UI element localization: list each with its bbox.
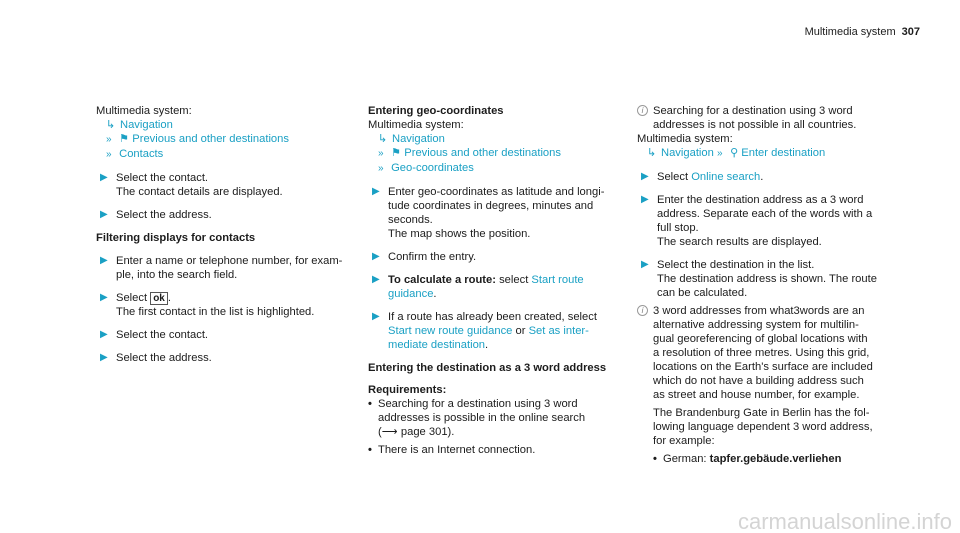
menu-path-previous[interactable]: » ⚑ Previous and other destinations	[106, 133, 289, 145]
note-availability: i Searching for a destination using 3 word addresses is not possible in all countries.	[637, 104, 903, 132]
step-arrow-icon: ▶	[100, 172, 108, 183]
step-arrow-icon: ▶	[641, 259, 649, 270]
requirements-label: Requirements:	[368, 384, 447, 396]
column-2	[368, 104, 624, 457]
step-arrow-icon: ▶	[100, 292, 108, 303]
step-arrow-icon: ▶	[641, 171, 649, 182]
double-chevron-icon: »	[378, 163, 384, 174]
double-chevron-icon: »	[106, 134, 112, 145]
system-label: Multimedia system:	[96, 105, 192, 117]
menu-path-navigation[interactable]: ↳ Navigation	[106, 119, 173, 131]
step-select-ok: ▶ Select ok . The first contact in the list is highlighted.	[100, 292, 315, 318]
start-new-route-link[interactable]: Start new route guidance	[388, 325, 513, 337]
double-chevron-icon: »	[106, 149, 112, 160]
heading-geo-coordinates: Entering geo-coordinates	[368, 105, 504, 117]
double-chevron-icon: »	[378, 148, 384, 159]
step-select-address: ▶ Select the address.	[100, 209, 212, 221]
online-search-link[interactable]: Online search	[691, 171, 761, 183]
header-title: Multimedia system	[804, 26, 896, 38]
step-arrow-icon: ▶	[100, 329, 108, 340]
page-number: 307	[901, 26, 920, 38]
menu-path-previous[interactable]: » ⚑ Previous and other destinations	[378, 147, 561, 159]
info-icon: i	[637, 105, 648, 116]
system-label: Multimedia system:	[368, 119, 464, 131]
page-ref-arrow-icon: ⟶	[381, 426, 398, 438]
return-arrow-icon: ↳	[647, 147, 657, 159]
bullet-german: • German: tapfer.gebäude.verliehen	[653, 453, 842, 465]
menu-path-navigation[interactable]: ↳ Navigation » ⚲ Enter destination	[647, 147, 826, 159]
step-select-contact: ▶ Select the contact. The contact details are displayed.	[100, 172, 283, 198]
step-existing-route: ▶ If a route has already been created, select Start new route guidance or Set as inter- mediate destination.	[372, 311, 597, 351]
step-arrow-icon: ▶	[372, 274, 380, 285]
section-heading: Filtering displays for contacts	[96, 232, 256, 244]
menu-path-navigation[interactable]: ↳ Navigation	[378, 133, 445, 145]
step-arrow-icon: ▶	[372, 251, 380, 262]
system-label: Multimedia system:	[637, 133, 733, 145]
return-arrow-icon: ↳	[378, 133, 388, 145]
step-calc-route: ▶ To calculate a route: select Start route guidance.	[372, 274, 584, 300]
step-select-contact-2: ▶ Select the contact.	[100, 329, 209, 341]
step-arrow-icon: ▶	[372, 186, 380, 197]
column-1	[96, 104, 356, 365]
column-3	[637, 104, 903, 466]
step-select-address-2: ▶ Select the address.	[100, 352, 212, 364]
set-intermediate-link[interactable]: Set as inter-	[528, 325, 589, 337]
step-enter-3word: ▶ Enter the destination address as a 3 word address. Separate each of the words with a full stop. The search results are displayed.	[641, 194, 873, 248]
bullet-internet: • There is an Internet connection.	[368, 444, 536, 456]
step-enter-name: ▶ Enter a name or telephone number, for exam- ple, into the search field.	[100, 255, 343, 281]
step-online-search: ▶ Select Online search.	[641, 171, 764, 183]
bullet-search: • Searching for a destination using 3 word addresses is possible in the online search (⟶ page 301).	[368, 398, 586, 438]
step-arrow-icon: ▶	[641, 194, 649, 205]
start-route-link[interactable]: Start route	[531, 274, 584, 286]
step-confirm: ▶ Confirm the entry.	[372, 251, 477, 263]
note-what3words: i 3 word addresses from what3words are an alternative addressing system for multilin- gual georeferencing of global locations with a resolution of three metres. Using this grid, locations on the Earth's surface are included which do not have a building address such as street and house number, for example. The Brandenburg Gate in Berlin has the fol- lowing language dependent 3 word address, for example: • German: tapfer.gebäude.verliehen	[637, 304, 903, 466]
watermark: carmanualsonline.info	[737, 509, 952, 533]
step-arrow-icon: ▶	[100, 352, 108, 363]
step-arrow-icon: ▶	[100, 255, 108, 266]
page-header	[805, 25, 920, 39]
guidance-link[interactable]: guidance	[388, 288, 434, 300]
flag-icon: ⚑	[391, 147, 402, 159]
return-arrow-icon: ↳	[106, 119, 116, 131]
info-icon: i	[637, 305, 648, 316]
search-icon: ⚲	[730, 147, 739, 159]
intermediate-destination-link[interactable]: mediate destination	[388, 339, 486, 351]
double-chevron-icon: »	[716, 148, 723, 159]
ok-button-icon: ok	[150, 292, 168, 305]
step-enter-geo: ▶ Enter geo-coordinates as latitude and longi- tude coordinates in degrees, minutes and seconds. The map shows the position.	[372, 186, 605, 240]
menu-path-geo[interactable]: » Geo-coordinates	[378, 162, 474, 174]
step-arrow-icon: ▶	[372, 311, 380, 322]
step-select-destination: ▶ Select the destination in the list. The destination address is shown. The route can be calculated.	[641, 259, 877, 299]
menu-path-contacts[interactable]: » Contacts	[106, 148, 164, 160]
step-arrow-icon: ▶	[100, 209, 108, 220]
heading-3word: Entering the destination as a 3 word address	[368, 362, 607, 374]
flag-icon: ⚑	[119, 133, 130, 145]
